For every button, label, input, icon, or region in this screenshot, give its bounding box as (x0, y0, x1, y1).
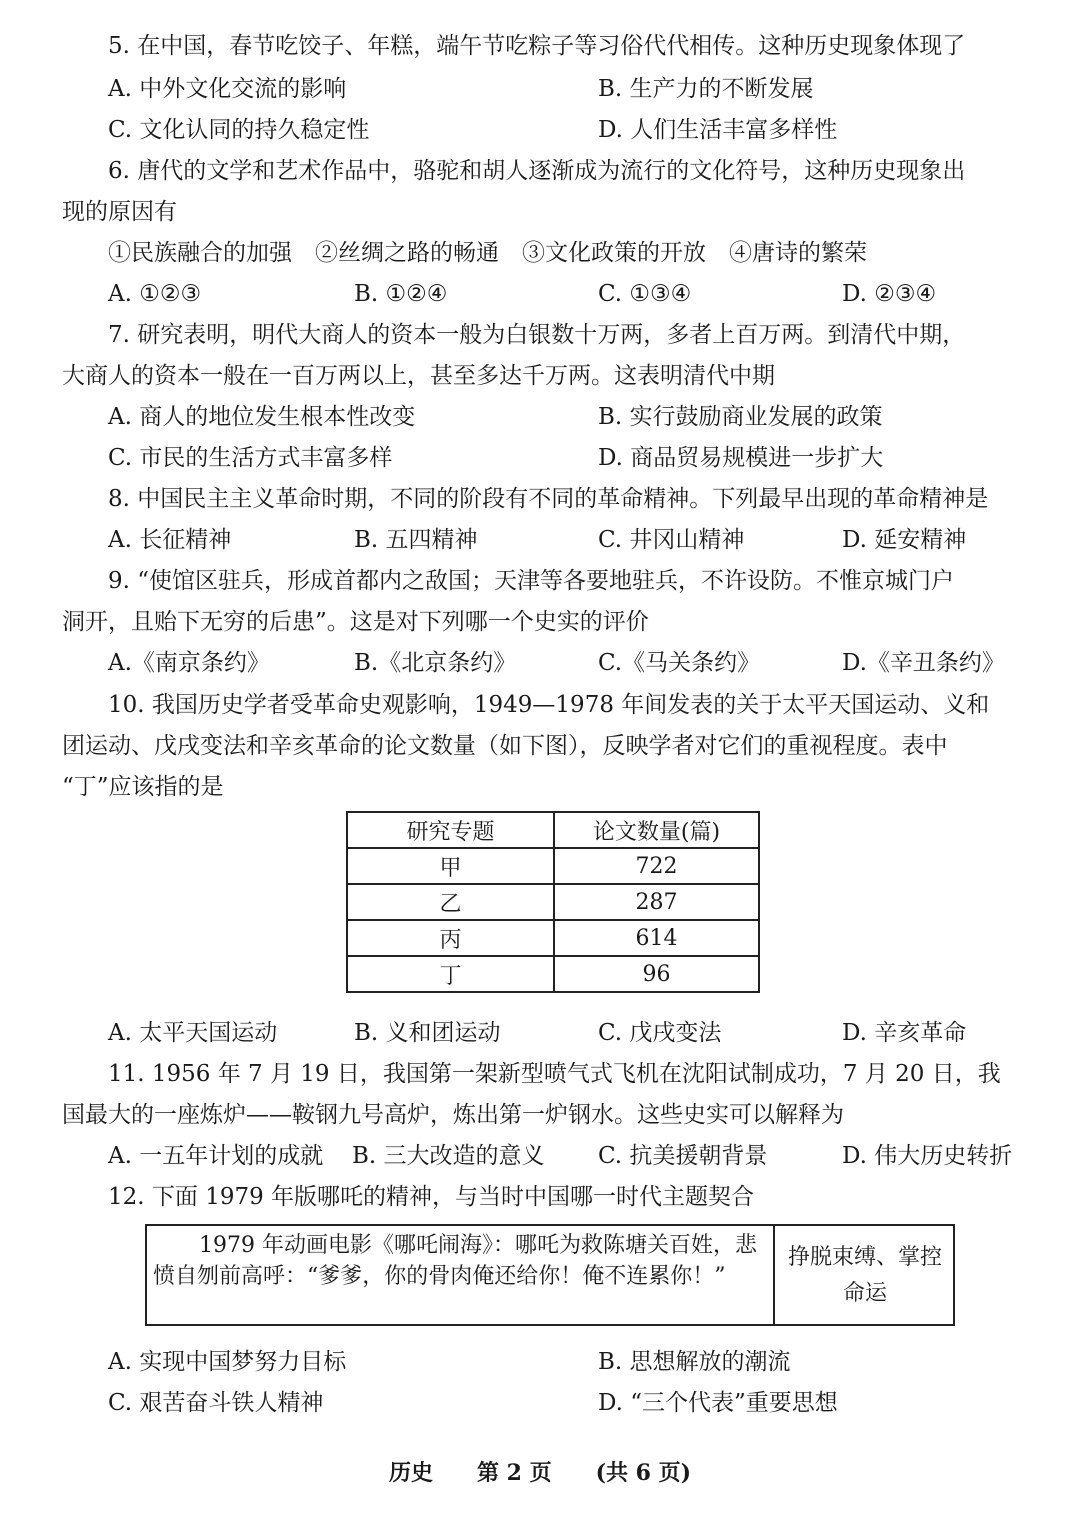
q12-stem: 12. 下面 1979 年版哪吒的精神，与当时中国哪一时代主题契合 (108, 1184, 755, 1210)
q9-stem-line1: 9. “使馆区驻兵，形成首都内之敌国；天津等各要地驻兵，不许设防。不惟京城门户 (108, 568, 955, 594)
q7-option-b: B. 实行鼓励商业发展的政策 (598, 404, 883, 430)
q11-option-a: A. 一五年计划的成就 (108, 1143, 324, 1169)
footer-total-pages: (共 6 页) (595, 1460, 692, 1486)
q6-option-c: C. ①③④ (598, 281, 692, 307)
q6-items: ①民族融合的加强 ②丝绸之路的畅通 ③文化政策的开放 ④唐诗的繁荣 (108, 240, 867, 266)
q7-option-a: A. 商人的地位发生根本性改变 (108, 404, 416, 430)
footer-page-number: 第 2 页 (476, 1460, 552, 1486)
q9-option-d: D.《辛丑条约》 (842, 650, 1005, 676)
q5-stem: 5. 在中国，春节吃饺子、年糕，端午节吃粽子等习俗代代相传。这种历史现象体现了 (108, 33, 966, 59)
table-row (347, 956, 759, 992)
q8-option-c: C. 井冈山精神 (598, 527, 745, 553)
q9-stem-line2: 洞开，且贻下无穷的后患”。这是对下列哪一个史实的评价 (62, 609, 649, 635)
table-cell-count: 287 (554, 884, 759, 920)
q12-option-c: C. 艰苦奋斗铁人精神 (108, 1390, 324, 1416)
table-cell-topic: 乙 (347, 884, 554, 920)
q8-option-a: A. 长征精神 (108, 527, 232, 553)
table-cell-count: 96 (554, 956, 759, 992)
q6-option-b: B. ①②④ (354, 281, 448, 307)
q11-option-c: C. 抗美援朝背景 (598, 1143, 768, 1169)
q11-option-b: B. 三大改造的意义 (352, 1143, 545, 1169)
q8-option-b: B. 五四精神 (354, 527, 478, 553)
table-cell-topic: 丁 (347, 956, 554, 992)
table-header-topic: 研究专题 (347, 812, 554, 848)
q11-option-d: D. 伟大历史转折 (842, 1143, 1013, 1169)
q10-papers-table (346, 811, 760, 993)
q11-stem-line2: 国最大的一座炼炉——鞍钢九号高炉，炼出第一炉钢水。这些史实可以解释为 (62, 1102, 844, 1128)
q5-option-c: C. 文化认同的持久稳定性 (108, 117, 370, 143)
q10-option-c: C. 戊戌变法 (598, 1020, 722, 1046)
q10-option-d: D. 辛亥革命 (842, 1020, 967, 1046)
q12-option-b: B. 思想解放的潮流 (598, 1349, 791, 1375)
q12-material-theme: 挣脱束缚、掌控命运 (787, 1245, 942, 1306)
q11-stem-line1: 11. 1956 年 7 月 19 日，我国第一架新型喷气式飞机在沈阳试制成功，7 月 20 日，我 (108, 1061, 1001, 1087)
q6-option-d: D. ②③④ (842, 281, 937, 307)
q8-option-d: D. 延安精神 (842, 527, 967, 553)
q9-option-a: A.《南京条约》 (108, 650, 270, 676)
q9-option-b: B.《北京条约》 (354, 650, 517, 676)
q12-material-quote: 1979 年动画电影《哪吒闹海》：哪吒为救陈塘关百姓，悲愤自刎前高呼：“爹爹，你的骨肉俺还给你！俺不连累你！” (147, 1226, 775, 1324)
q12-option-d: D. “三个代表”重要思想 (598, 1390, 838, 1416)
q10-stem-line3: “丁”应该指的是 (62, 774, 224, 800)
q10-option-a: A. 太平天国运动 (108, 1020, 278, 1046)
q5-option-d: D. 人们生活丰富多样性 (598, 117, 838, 143)
q10-option-b: B. 义和团运动 (354, 1020, 501, 1046)
q5-option-b: B. 生产力的不断发展 (598, 76, 814, 102)
table-cell-topic: 丙 (347, 920, 554, 956)
table-row (347, 848, 759, 884)
q7-stem-line2: 大商人的资本一般在一百万两以上，甚至多达千万两。这表明清代中期 (62, 363, 775, 389)
q10-stem-line2: 团运动、戊戌变法和辛亥革命的论文数量（如下图），反映学者对它们的重视程度。表中 (62, 733, 948, 759)
table-row (347, 920, 759, 956)
q7-option-d: D. 商品贸易规模进一步扩大 (598, 445, 884, 471)
table-header-row (347, 812, 759, 848)
q6-stem-line2: 现的原因有 (62, 199, 177, 225)
q7-option-c: C. 市民的生活方式丰富多样 (108, 445, 393, 471)
table-header-count: 论文数量(篇) (554, 812, 759, 848)
q10-stem-line1: 10. 我国历史学者受革命史观影响，1949—1978 年间发表的关于太平天国运动、义和 (108, 692, 990, 718)
q12-option-a: A. 实现中国梦努力目标 (108, 1349, 347, 1375)
q9-option-c: C.《马关条约》 (598, 650, 761, 676)
table-row (347, 884, 759, 920)
footer-subject: 历史 (388, 1460, 433, 1486)
page-footer (0, 1458, 1080, 1488)
table-cell-count: 614 (554, 920, 759, 956)
q6-option-a: A. ①②③ (108, 281, 202, 307)
table-cell-topic: 甲 (347, 848, 554, 884)
q6-stem-line1: 6. 唐代的文学和艺术作品中，骆驼和胡人逐渐成为流行的文化符号，这种历史现象出 (108, 158, 966, 184)
q8-stem: 8. 中国民主主义革命时期，不同的阶段有不同的革命精神。下列最早出现的革命精神是 (108, 486, 989, 512)
q12-material-box (145, 1224, 955, 1326)
q5-option-a: A. 中外文化交流的影响 (108, 76, 347, 102)
table-cell-count: 722 (554, 848, 759, 884)
q7-stem-line1: 7. 研究表明，明代大商人的资本一般为白银数十万两，多者上百万两。到清代中期， (108, 322, 966, 348)
